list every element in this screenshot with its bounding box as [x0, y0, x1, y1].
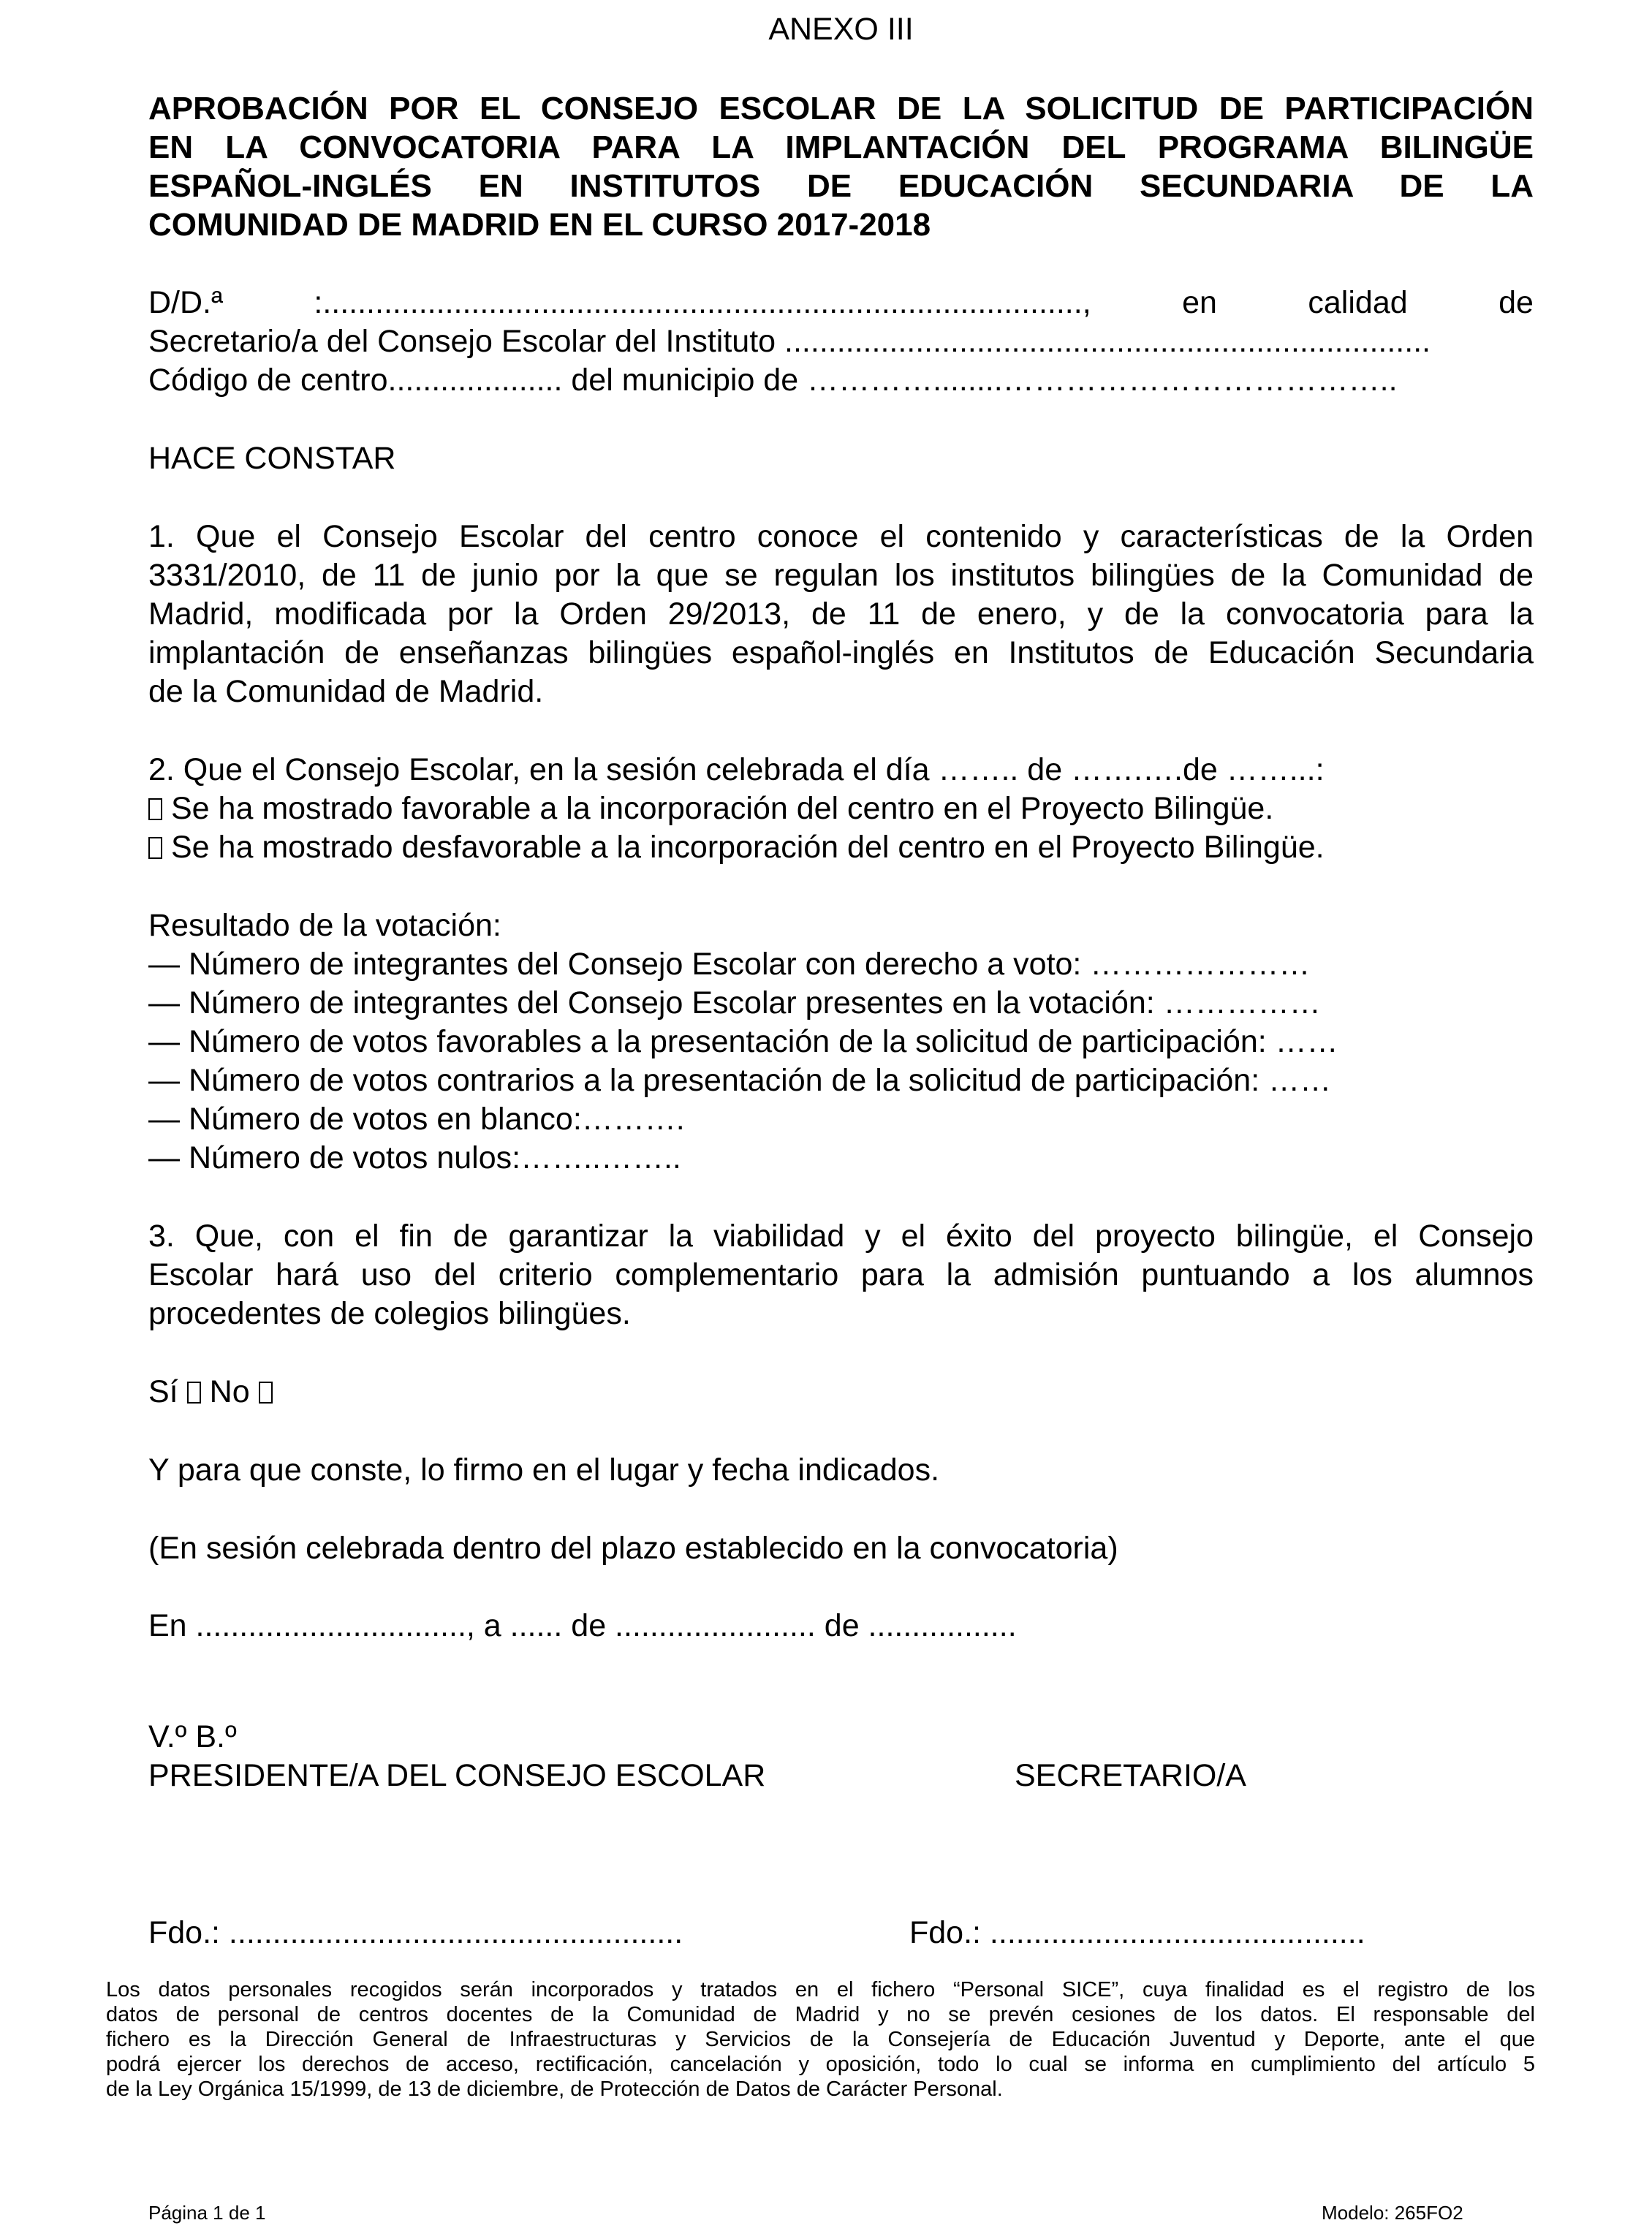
point1-line-1: 1. Que el Consejo Escolar del centro conoce el contenido y características de la Orden — [148, 519, 1534, 554]
title-line-4: COMUNIDAD DE MADRID EN EL CURSO 2017-2018 — [148, 207, 931, 243]
vote-item-present[interactable]: — Número de integrantes del Consejo Escolar presentes en la votación: …………… — [148, 985, 1321, 1020]
favorable-checkbox[interactable] — [148, 798, 162, 820]
vote-item-against[interactable]: — Número de votos contrarios a la presentación de la solicitud de participación: …… — [148, 1063, 1332, 1098]
center-code-label: Código de centro — [148, 363, 388, 398]
privacy-line-4: podrá ejercer los derechos de acceso, rectificación, cancelación y oposición, todo lo cual se informa en cumplimiento del artículo 5 — [106, 2053, 1535, 2076]
center-code-field[interactable]: .................... — [387, 363, 563, 398]
privacy-line-5: de la Ley Orgánica 15/1999, de 13 de diciembre, de Protección de Datos de Carácter Personal. — [106, 2077, 1003, 2101]
place-date-line[interactable]: En ..............................., a ...... de ....................... de ................. — [148, 1608, 1017, 1643]
president-signature-field[interactable]: Fdo.: .................................................... — [148, 1915, 683, 1950]
option-desfavorable — [148, 828, 1534, 866]
vobo-label: V.º B.º — [148, 1719, 237, 1754]
option-favorable — [148, 789, 1534, 827]
yes-label: Sí — [148, 1374, 178, 1409]
secretary-label: SECRETARIO/A — [1015, 1758, 1246, 1793]
name-field[interactable]: :......................................................................................., — [314, 285, 1091, 320]
no-checkbox[interactable] — [259, 1382, 273, 1404]
president-label: PRESIDENTE/A DEL CONSEJO ESCOLAR — [148, 1758, 766, 1793]
point1-line-3: Madrid, modificada por la Orden 29/2013, de 11 de enero, y de la convocatoria para la — [148, 596, 1534, 632]
page-number: Página 1 de 1 — [148, 2202, 266, 2224]
title-line-3: ESPAÑOL-INGLÉS EN INSTITUTOS DE EDUCACIÓN SECUNDARIA DE LA — [148, 168, 1534, 204]
vote-item-null[interactable]: — Número de votos nulos:……..…….. — [148, 1140, 681, 1175]
desfavorable-label: Se ha mostrado desfavorable a la incorporación del centro en el Proyecto Bilingüe. — [171, 830, 1325, 865]
identification-line-1 — [148, 284, 1534, 322]
no-label: No — [209, 1374, 250, 1409]
privacy-line-3: fichero es la Dirección General de Infraestructuras y Servicios de la Consejería de Educación Juventud y Deporte, ante el que — [106, 2028, 1535, 2051]
annex-heading: ANEXO III — [768, 12, 914, 47]
model-code: Modelo: 265FO2 — [1322, 2202, 1463, 2224]
yes-checkbox[interactable] — [187, 1382, 201, 1404]
vote-title: Resultado de la votación: — [148, 908, 501, 943]
title-line-1: APROBACIÓN POR EL CONSEJO ESCOLAR DE LA SOLICITUD DE PARTICIPACIÓN — [148, 91, 1534, 126]
secretary-signature-field[interactable]: Fdo.: ........................................... — [909, 1915, 1365, 1950]
vote-item-eligible[interactable]: — Número de integrantes del Consejo Escolar con derecho a voto: ………………… — [148, 947, 1311, 982]
point2-intro: 2. Que el Consejo Escolar, en la sesión celebrada el día …….. de …….….de ……...: — [148, 752, 1325, 787]
vote-item-blank[interactable]: — Número de votos en blanco:………. — [148, 1102, 685, 1137]
label-calidad: calidad — [1308, 285, 1408, 320]
hace-constar-heading: HACE CONSTAR — [148, 441, 396, 476]
municipality-field[interactable]: …………........……………………………….. — [807, 363, 1398, 398]
label-de: de — [1498, 285, 1534, 320]
yes-no-row — [148, 1373, 1534, 1411]
point1-line-2: 3331/2010, de 11 de junio por la que se regulan los institutos bilingües de la Comunidad de — [148, 558, 1534, 593]
closing-statement: Y para que conste, lo firmo en el lugar y fecha indicados. — [148, 1452, 940, 1488]
point1-line-4: implantación de enseñanzas bilingües español-inglés en Institutos de Educación Secundaria — [148, 635, 1534, 670]
institute-field[interactable]: .......................................................................... — [784, 324, 1431, 359]
point3-line-1: 3. Que, con el fin de garantizar la viabilidad y el éxito del proyecto bilingüe, el Consejo — [148, 1219, 1534, 1254]
privacy-line-1: Los datos personales recogidos serán incorporados y tratados en el fichero “Personal SICE”, cuya finalidad es el registro de los — [106, 1978, 1535, 2001]
favorable-label: Se ha mostrado favorable a la incorporación del centro en el Proyecto Bilingüe. — [171, 791, 1274, 826]
municipality-label: del municipio de — [571, 363, 799, 398]
name-label: D/D.ª — [148, 285, 223, 320]
session-note: (En sesión celebrada dentro del plazo establecido en la convocatoria) — [148, 1531, 1118, 1566]
title-line-2: EN LA CONVOCATORIA PARA LA IMPLANTACIÓN DEL PROGRAMA BILINGÜE — [148, 129, 1534, 165]
identification-line-2 — [148, 322, 1534, 360]
point1-line-5: de la Comunidad de Madrid. — [148, 674, 544, 709]
point3-line-3: procedentes de colegios bilingües. — [148, 1296, 631, 1331]
point3-line-2: Escolar hará uso del criterio complementario para la admisión puntuando a los alumnos — [148, 1257, 1534, 1292]
privacy-line-2: datos de personal de centros docentes de la Comunidad de Madrid y no se prevén cesiones de los datos. El responsable del — [106, 2003, 1535, 2026]
identification-line-3 — [148, 361, 1534, 399]
institute-label: Secretario/a del Consejo Escolar del Instituto — [148, 324, 776, 359]
label-en: en — [1182, 285, 1217, 320]
vote-item-favorable[interactable]: — Número de votos favorables a la presentación de la solicitud de participación: …… — [148, 1024, 1338, 1059]
desfavorable-checkbox[interactable] — [148, 837, 162, 859]
